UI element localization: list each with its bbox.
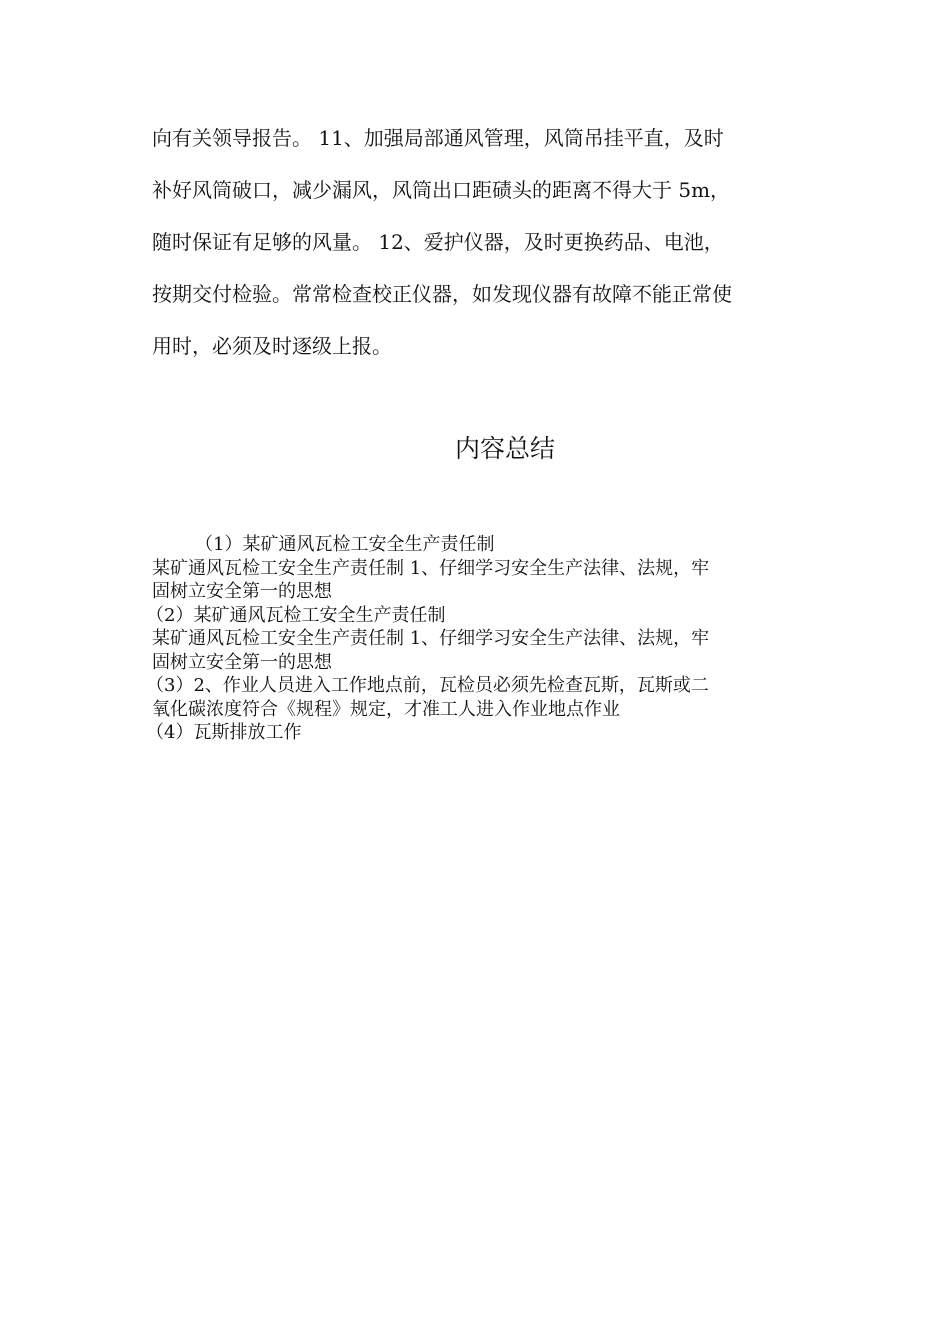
summary-item-1-heading: （1）某矿通风瓦检工安全生产责任制 (195, 534, 495, 555)
summary-item-1-text-cont: 固树立安全第一的思想 (152, 581, 332, 602)
body-line-1: 向有关领导报告。 11、加强局部通风管理，风筒吊挂平直，及时 (152, 126, 724, 150)
summary-item-2-heading: （2）某矿通风瓦检工安全生产责任制 (146, 604, 446, 626)
body-line-4: 按期交付检验。常常检查校正仪器，如发现仪器有故障不能正常使 (152, 282, 732, 306)
summary-item-4-heading: （4）瓦斯排放工作 (146, 722, 302, 743)
summary-item-2-text: 某矿通风瓦检工安全生产责任制 1、仔细学习安全生产法律、法规，牢 (152, 628, 710, 649)
summary-title: 内容总结 (454, 434, 555, 463)
body-line-2: 补好风筒破口，减少漏风，风筒出口距碛头的距离不得大于 5m， (152, 178, 731, 202)
summary-item-1-text: 某矿通风瓦检工安全生产责任制 1、仔细学习安全生产法律、法规，牢 (152, 557, 710, 579)
summary-list (146, 533, 812, 745)
summary-item-2-text-cont: 固树立安全第一的思想 (152, 651, 332, 673)
body-line-3: 随时保证有足够的风量。 12、爱护仪器，及时更换药品、电池， (152, 230, 724, 254)
summary-item-3-text: （3）2、作业人员进入工作地点前，瓦检员必须先检查瓦斯，瓦斯或二 (146, 675, 709, 696)
body-line-5: 用时，必须及时逐级上报。 (152, 334, 392, 358)
summary-item-3-text-cont: 氧化碳浓度符合《规程》规定，才准工人进入作业地点作业 (152, 698, 620, 720)
